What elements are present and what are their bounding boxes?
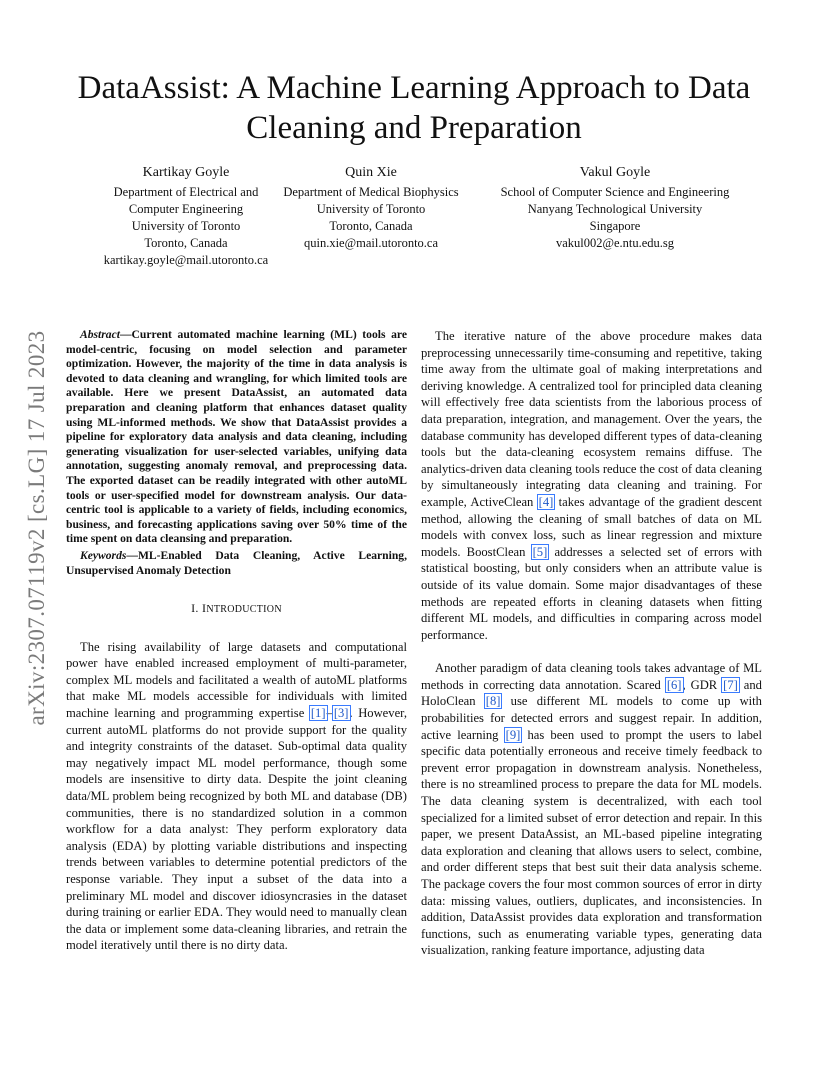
left-column — [66, 328, 407, 954]
author-name: Quin Xie — [345, 165, 397, 180]
title-line-1: DataAssist: A Machine Learning Approach to Data — [77, 70, 751, 106]
paragraph-text: takes advantage of the gradient descent method, allowing the cleaning of small batches of data on ML models with convex loss, such as linear regression and mixture models. BoostClean — [421, 494, 762, 559]
author-name: Vakul Goyle — [579, 165, 651, 180]
right-column — [421, 328, 762, 959]
paragraph-text: addresses a selected set of errors with statistical boosting, but only considers when an attribute value is outside of its value domain. Some major disadvantages of these methods are repeated efforts in cleaning datasets when fitting different ML models, and difficulties in comparing across model performance. — [421, 544, 763, 642]
citation-link[interactable]: [4] — [538, 494, 554, 509]
affiliation-line: Nanyang Technological University — [527, 202, 703, 216]
section-heading-introduction — [66, 600, 407, 619]
citation-link[interactable]: [1] — [310, 706, 326, 721]
affiliation-line: Toronto, Canada — [144, 236, 228, 250]
paragraph-text: The iterative nature of the above procedure makes data preprocessing unnecessarily time-consuming and repetitive, taking time away from the ultimate goal of making interpretations and deriving knowledge. A centralized tool for principled data cleaning will effectively free data scientists from the laborious process of data preparation, integration, and management. Over the years, the database community has developed different types of data-cleaning tools but the data-cleaning ecosystem remains diffuse. The analytics-driven data cleaning tools reduce the cost of data cleaning by simultaneously integrating data cleaning and training. For example, ActiveClean — [421, 329, 762, 509]
citation-link[interactable]: [5] — [532, 544, 548, 559]
section-number: I. — [191, 601, 203, 616]
keywords-text: —ML-Enabled Data Cleaning, Active Learning, Unsupervised Anomaly Detection — [66, 548, 407, 577]
arxiv-identifier — [22, 290, 52, 765]
citation-link[interactable]: [8] — [485, 694, 501, 709]
affiliation-line: Department of Electrical and — [113, 185, 259, 199]
affiliation-line: University of Toronto — [131, 219, 241, 233]
affiliation-line: University of Toronto — [316, 202, 426, 216]
paragraph-text: . However, current autoML platforms do not provide support for the quality and integrity constraints of the dataset. Sub-optimal data quality may negatively impact ML model performance, though some models are insensitive to dirty data. Despite the joint cleaning data/ML problem being recognized by both ML and database (DB) communities, there is no standardized solution in a common workflow for a data analyst: They perform exploratory data analysis (EDA) by plotting variable distributions and inspecting trends between variables to determine potential predictors of the response variable. They input a subset of the data into a preliminary ML model and discover idiosyncrasies in the dataset during training or earlier EDA. They would need to manually clean the data or implement some data-cleaning libraries, and retrain the model iteratively until there is no dirty data. — [66, 706, 407, 953]
paragraph-text: has been used to prompt the users to label specific data potentially erroneous and receive timely feedback to prevent error propagation in downstream analysis. Nonetheless, there is no streamlined process to prepare the data for ML models. The data cleaning system is decentralized, with each tool specialized for a limited subset of error detection and repair. In this paper, we present DataAssist, an ML-based pipeline integrating data exploration and cleaning that allows users to select, combine, and order different steps that best suit their data analysis scheme. The package covers the four most common sources of error in dirty data: missing values, outliers, duplicates, and inconsistencies. In addition, DataAssist provides data exploration and transformation functions, such as enumerating variable types, generating data visualization, ranking feature importance, adjusting data — [421, 727, 762, 958]
citation-link[interactable]: [6] — [666, 677, 682, 692]
citation-link[interactable]: [7] — [723, 677, 738, 692]
paper-title — [40, 68, 788, 148]
paragraph-text: , GDR — [682, 677, 723, 692]
author-email: quin.xie@mail.utoronto.ca — [303, 236, 439, 250]
intro-paragraph-2 — [421, 328, 762, 643]
section-title-rest: NTRODUCTION — [206, 604, 282, 616]
author-email: kartikay.goyle@mail.utoronto.ca — [103, 253, 269, 267]
title-line-2: Cleaning and Preparation — [246, 110, 582, 146]
abstract-label: Abstract — [80, 328, 120, 341]
section-first-letter: I — [202, 601, 207, 616]
abstract-text: —Current automated machine learning (ML) tools are model-centric, focusing on model selection and parameter optimization. However, the majority of the time in data analysis is devoted to data cleaning and wrangling, for which limited tools are available. Here we present DataAssist, an automated data preparation and cleaning platform that enhances dataset quality using ML-informed methods. We show that DataAssist provides a pipeline for exploratory data analysis and data cleaning, including generating visualization for user-selected variables, unifying data annotation, suggesting anomaly removal, and preprocessing data. The exported dataset can be readily integrated with other autoML tools or user-specified model for downstream analysis. Our data-centric tool is applicable to a variety of fields, including economics, business, and forecasting applications saving over 50% time of the time spent on data cleansing and preparation. — [66, 328, 407, 546]
author-3 — [484, 163, 746, 252]
affiliation-line: Toronto, Canada — [329, 219, 413, 233]
paragraph-text: Another paradigm of data cleaning tools takes advantage of ML methods in correcting data annotation. Scared — [421, 661, 762, 692]
paragraph-text: use different ML models to come up with probabilities for detected errors and suggest repair. In addition, active learning — [421, 694, 762, 742]
keywords — [66, 549, 407, 578]
affiliation-line: Computer Engineering — [128, 202, 244, 216]
paragraph-text: and HoloClean — [421, 677, 762, 709]
intro-paragraph-3 — [421, 660, 762, 959]
intro-paragraph-1 — [66, 639, 407, 954]
keywords-label: Keywords — [80, 548, 127, 562]
author-name: Kartikay Goyle — [142, 165, 230, 180]
affiliation-line: School of Computer Science and Engineering — [500, 185, 730, 199]
citation-link[interactable]: [3] — [333, 706, 349, 721]
author-email: vakul002@e.ntu.edu.sg — [555, 236, 675, 250]
citation-dash: – — [326, 706, 333, 721]
paragraph-text: The rising availability of large datasets and computational power have enabled increased employment of multi-parameter, complex ML models and facilitated a wealth of autoML platforms that make ML models accessible for individuals with limited machine learning and programming expertise — [66, 639, 407, 721]
arxiv-identifier-text: arXiv:2307.07119v2 [cs.LG] 17 Jul 2023 — [24, 329, 49, 726]
citation-link[interactable]: [9] — [505, 727, 521, 742]
author-2 — [268, 163, 474, 252]
affiliation-line: Singapore — [589, 219, 641, 233]
affiliation-line: Department of Medical Biophysics — [283, 185, 459, 199]
abstract — [66, 328, 407, 547]
